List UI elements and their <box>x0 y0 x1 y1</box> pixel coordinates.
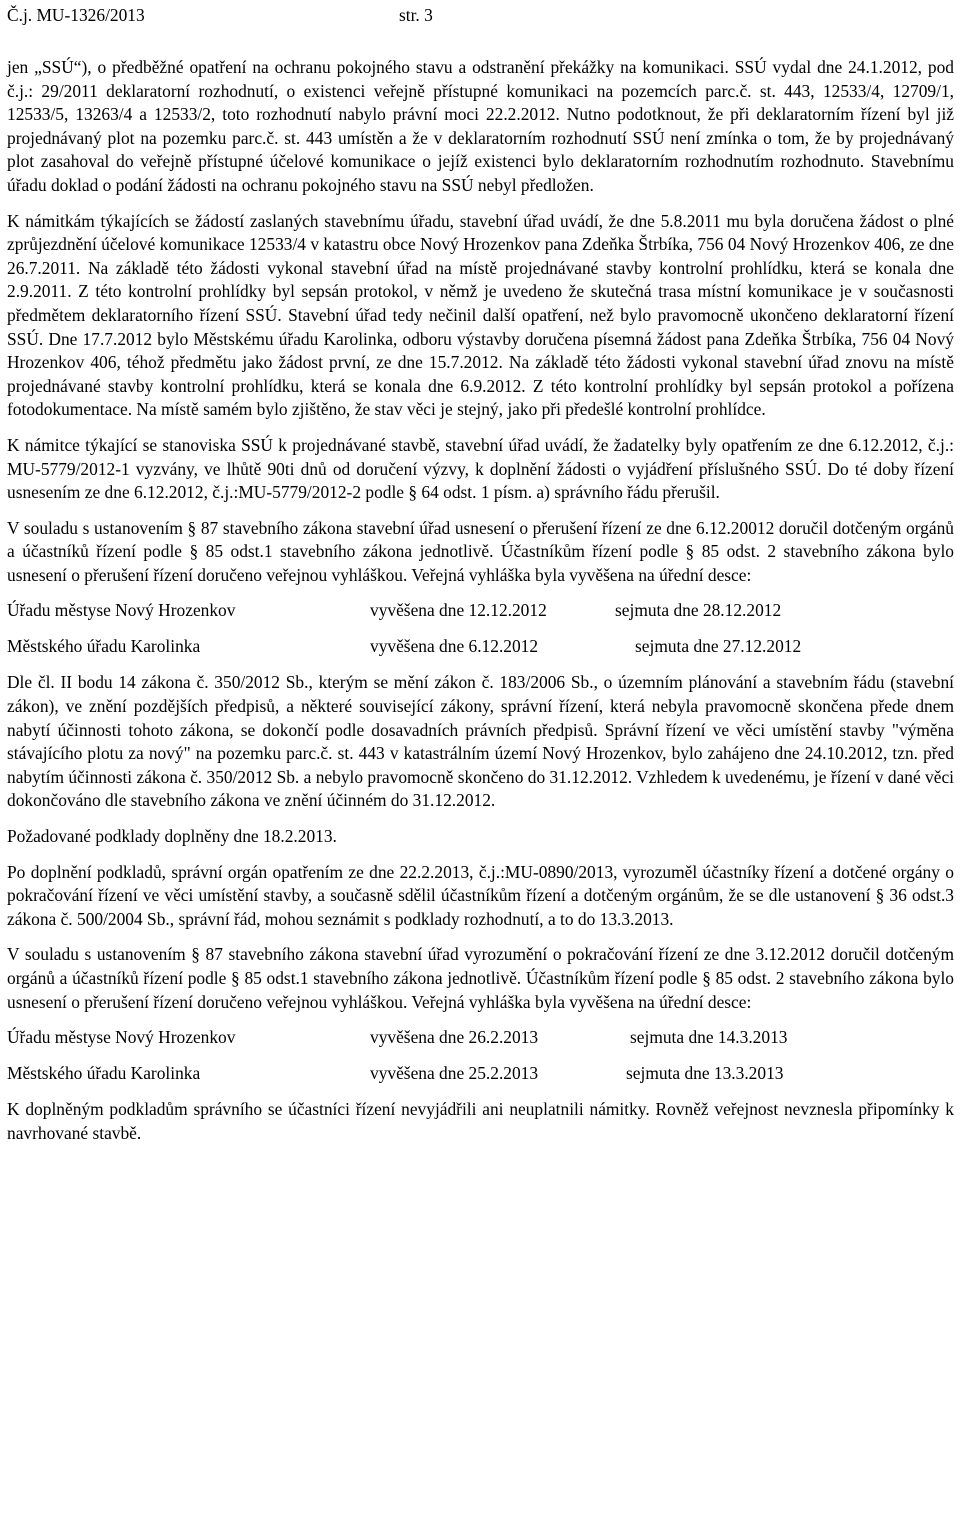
paragraph-law-transition: Dle čl. II bodu 14 zákona č. 350/2012 Sb., kterým se mění zákon č. 183/2006 Sb., o územním plánování a stavebním řádu (stavební zákon), ve znění pozdějších předpisů, a některé související zákony, správní řízení, která nebyla pravomocně skončena přede dnem nabytí účinnosti tohoto zákona, se dokončí podle dosavadních právních předpisů. Správní řízení ve věci umístění stavby "výměna stávajícího plotu za nový" na pozemku parc.č. st. 443 v katastrálním území Nový Hrozenkov, bylo zahájeno dne 24.10.2012, tzn. před nabytím účinnosti zákona č. 350/2012 Sb. a nebylo pravomocně skončeno do 31.12.2012. Vzhledem k uvedenému, je řízení v dané věci dokončováno dle stavebního zákona ve znění účinném do 31.12.2012. <box>7 672 954 811</box>
notice-row <box>7 1062 954 1086</box>
notice-removed: sejmuta dne 28.12.2012 <box>615 600 782 621</box>
notice-office: Městského úřadu Karolinka <box>7 636 201 657</box>
paragraph-continuation-notice: Po doplnění podkladů, správní orgán opatřením ze dne 22.2.2013, č.j.:MU-0890/2013, vyrozuměl účastníky řízení a dotčené orgány o pokračování řízení ve věci umístění stavby, a současně sdělil účastníkům řízení a dotčeným orgánům, že se dle ustanovení § 36 odst.3 zákona č. 500/2004 Sb., správní řád, mohou seznámit s podklady rozhodnutí, a to do 13.3.2013. <box>7 861 954 929</box>
page-number: str. 3 <box>399 5 433 25</box>
notice-row <box>7 635 954 659</box>
notice-removed: sejmuta dne 13.3.2013 <box>626 1063 784 1084</box>
reference-number: Č.j. MU-1326/2013 <box>7 5 145 25</box>
paragraph-documents-supplemented: Požadované podklady doplněny dne 18.2.2013. <box>7 826 337 847</box>
paragraph-intro: jen „SSÚ“), o předběžné opatření na ochranu pokojného stavu a odstranění překážky na komunikaci. SSÚ vydal dne 24.1.2012, pod č.j.: 29/2011 deklaratorní rozhodnutí, o existenci veřejně přístupné komunikaci na pozemcích parc.č. st. 443, 12533/4, 12709/1, 12533/5, 13263/4 a 12533/2, toto rozhodnutí nabylo právní moci 22.2.2012. Nutno podotknout, že při deklaratorním řízení byl již projednávaný plot na pozemku parc.č. st. 443 umístěn a že v deklaratorním rozhodnutí SSÚ není zmínka o tom, že by projednávaný plot zasahoval do veřejně přístupné účelové komunikace o jejíž existenci bylo deklaratorním rozhodnutím rozhodnuto. Stavebnímu úřadu doklad o podání žádosti na ochranu pokojného stavu na SSÚ nebyl předložen. <box>7 57 954 195</box>
notice-posted: vyvěšena dne 25.2.2013 <box>370 1063 539 1084</box>
notice-row <box>7 599 954 623</box>
notice-office: Úřadu městyse Nový Hrozenkov <box>7 1027 236 1048</box>
notice-posted: vyvěšena dne 12.12.2012 <box>370 600 547 621</box>
paragraph-objection-ssu-opinion: K námitce týkající se stanoviska SSÚ k projednávané stavbě, stavební úřad uvádí, že žadatelky byly opatřením ze dne 6.12.2012, č.j.: MU-5779/2012-1 vyzvány, ve lhůtě 90ti dnů od doručení výzvy, k doplnění žádosti o vyjádření příslušného SSÚ. Do té doby řízení usnesením ze dne 6.12.2012, č.j.:MU-5779/2012-2 podle § 64 odst. 1 písm. a) správního řádu přerušil. <box>7 434 954 503</box>
paragraph-closing: K doplněným podkladům správního se účastníci řízení nevyjádřili ani neuplatnili námitky. Rovněž veřejnost nevznesla připomínky k navrhované stavbě. <box>7 1099 954 1143</box>
notice-office: Úřadu městyse Nový Hrozenkov <box>7 600 236 621</box>
notice-row <box>7 1026 954 1050</box>
page-header <box>7 4 954 28</box>
notice-posted: vyvěšena dne 26.2.2013 <box>370 1027 539 1048</box>
paragraph-objections-requests: K námitkám týkajících se žádostí zaslaných stavebnímu úřadu, stavební úřad uvádí, že dne 5.8.2011 mu byla doručena žádost o plné zprůjezdnění účelové komunikace 12533/4 v katastru obce Nový Hrozenkov pana Zdeňka Štrbíka, 756 04 Nový Hrozenkov 406, ze dne 26.7.2011. Na základě této žádosti vykonal stavební úřad na místě projednávané stavby kontrolní prohlídku, která se konala dne 2.9.2011. Z této kontrolní prohlídky byl sepsán protokol, v němž je uvedeno že skutečná trasa místní komunikace je v současnosti předmětem deklaratorního řízení SSÚ. Stavební úřad tedy nečinil další opatření, než bylo pravomocně ukončeno deklaratorní řízení SSÚ. Dne 17.7.2012 bylo Městskému úřadu Karolinka, odboru výstavby doručena písemná žádost pana Zdeňka Štrbíka, 756 04 Nový Hrozenkov 406, téhož předmětu jako žádost první, ze dne 15.7.2012. Na základě této žádosti vykonal stavební úřad znovu na místě projednávané stavby kontrolní prohlídku, která se konala dne 6.9.2012. Z této kontrolní prohlídky byl sepsán protokol a pořízena fotodokumentace. Na místě samém bylo zjištěno, že stav věci je stejný, jako při předešlé kontrolní prohlídce. <box>7 210 954 420</box>
notice-office: Městského úřadu Karolinka <box>7 1063 201 1084</box>
paragraph-delivery-interruption: V souladu s ustanovením § 87 stavebního zákona stavební úřad usnesení o přerušení řízení ze dne 6.12.20012 doručil dotčeným orgánů a účastníků řízení podle § 85 odst.1 stavebního zákona jednotlivě. Účastníkům řízení podle § 85 odst. 2 stavebního zákona bylo usnesení o přerušení řízení doručeno veřejnou vyhláškou. Veřejná vyhláška byla vyvěšena na úřední desce: <box>7 517 954 585</box>
notice-posted: vyvěšena dne 6.12.2012 <box>370 636 539 657</box>
notice-removed: sejmuta dne 27.12.2012 <box>635 636 802 657</box>
notice-removed: sejmuta dne 14.3.2013 <box>630 1027 788 1048</box>
paragraph-delivery-continuation: V souladu s ustanovením § 87 stavebního zákona stavební úřad vyrozumění o pokračování řízení ze dne 3.12.2012 doručil dotčeným orgánů a účastníků řízení podle § 85 odst.1 stavebního zákona jednotlivě. Účastníkům řízení podle § 85 odst. 2 stavebního zákona bylo usnesení o přerušení řízení doručeno veřejnou vyhláškou. Veřejná vyhláška byla vyvěšena na úřední desce: <box>7 944 954 1012</box>
